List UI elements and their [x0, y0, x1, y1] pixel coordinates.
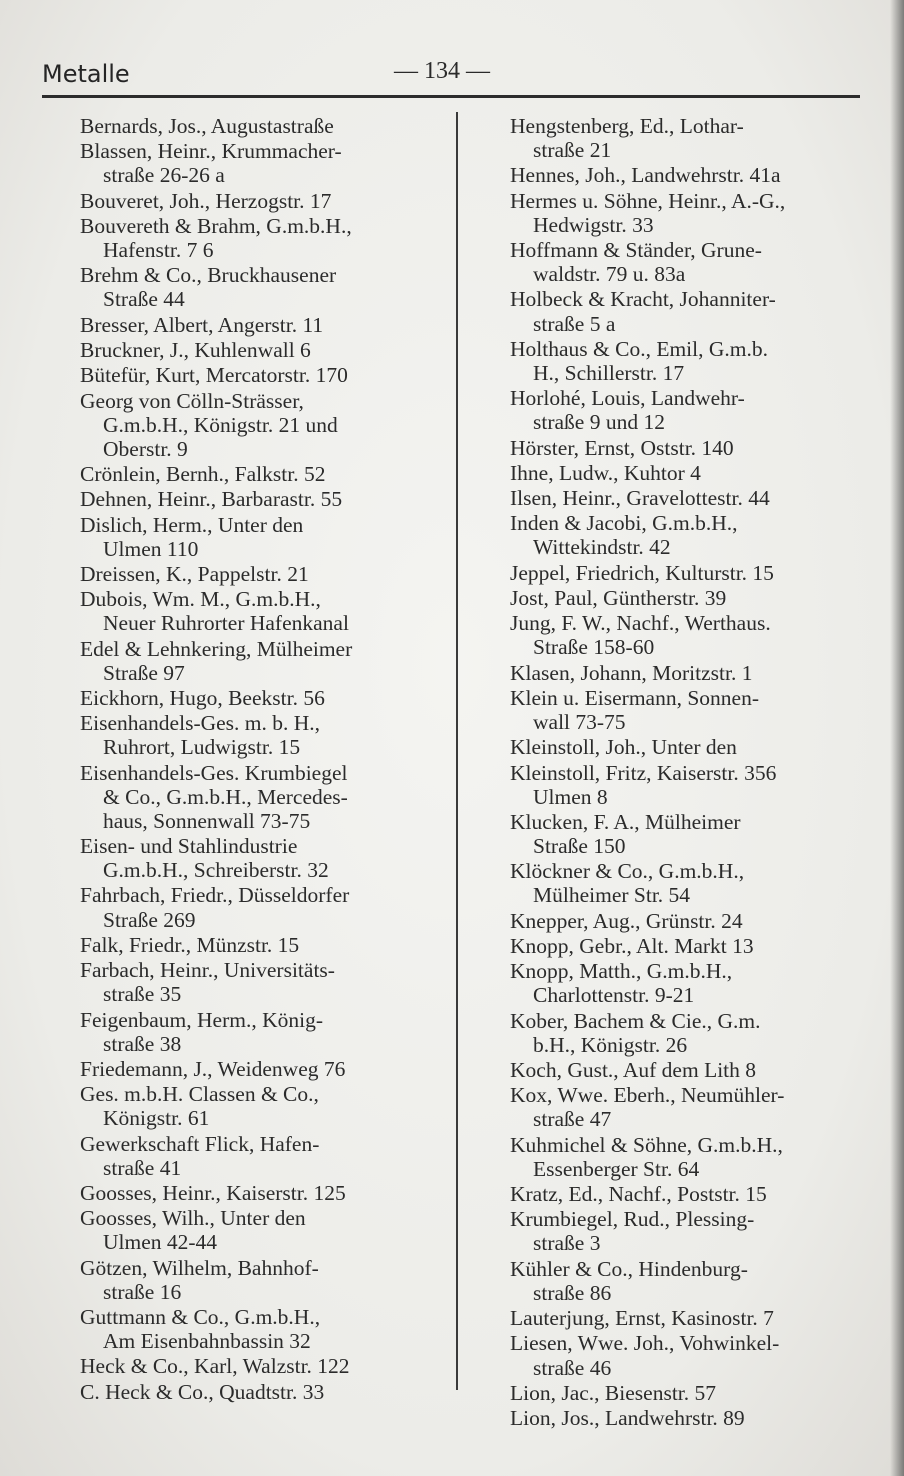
entry-continuation-line: straße 35	[103, 982, 182, 1007]
entry-continuation-line: Hafenstr. 7 6	[103, 238, 214, 263]
entry-line: Knopp, Matth., G.m.b.H.,	[510, 959, 733, 984]
entry-line: Kühler & Co., Hindenburg-	[510, 1256, 748, 1281]
entry-line: Klucken, F. A., Mülheimer	[510, 810, 741, 834]
entry-line: Farbach, Heinr., Universitäts-	[80, 958, 335, 983]
directory-entry	[510, 611, 880, 659]
entry-continuation-line: H., Schillerstr. 17	[533, 360, 685, 385]
directory-entry	[510, 934, 880, 958]
directory-entry	[510, 486, 880, 510]
directory-entry	[80, 313, 455, 337]
entry-line: Liesen, Wwe. Joh., Vohwinkel-	[510, 1331, 780, 1356]
entry-continuation-line: Wittekindstr. 42	[533, 535, 671, 560]
entry-continuation-line: straße 26-26 a	[103, 163, 225, 188]
entry-continuation-line: Straße 150	[533, 834, 626, 859]
directory-entry	[510, 661, 880, 685]
entry-continuation-line: Straße 44	[103, 287, 185, 312]
directory-entry	[80, 363, 455, 387]
entry-line: Bouvereth & Brahm, G.m.b.H.,	[80, 213, 352, 238]
entry-continuation-line: Ulmen 8	[533, 784, 608, 809]
directory-entry	[510, 114, 880, 162]
directory-entry	[80, 214, 455, 262]
entry-line: Lauterjung, Ernst, Kasinostr. 7	[510, 1306, 774, 1331]
left-column	[80, 114, 455, 1405]
entry-continuation-line: straße 16	[103, 1279, 182, 1304]
directory-entry	[80, 637, 455, 685]
entry-line: Dehnen, Heinr., Barbarastr. 55	[80, 487, 343, 512]
directory-entry	[510, 909, 880, 933]
entry-continuation-line: wall 73-75	[533, 710, 626, 735]
entry-line: Hörster, Ernst, Oststr. 140	[510, 435, 734, 460]
entry-line: Bruckner, J., Kuhlenwall 6	[80, 337, 311, 362]
entry-line: Crönlein, Bernh., Falkstr. 52	[80, 462, 326, 486]
entry-line: Bresser, Albert, Angerstr. 11	[80, 312, 324, 337]
entry-line: Bernards, Jos., Augustastraße	[80, 114, 334, 138]
directory-entry	[80, 958, 455, 1006]
entry-line: Blassen, Heinr., Krummacher-	[80, 139, 342, 164]
header-rule	[42, 95, 860, 98]
directory-entry	[80, 1181, 455, 1205]
entry-line: Feigenbaum, Herm., König-	[80, 1007, 324, 1032]
directory-entry	[510, 859, 880, 907]
entry-line: Dislich, Herm., Unter den	[80, 512, 304, 537]
entry-line: Lion, Jos., Landwehrstr. 89	[510, 1406, 745, 1431]
directory-entry	[80, 1354, 455, 1378]
directory-entry	[80, 1057, 455, 1081]
entry-line: Goosses, Heinr., Kaiserstr. 125	[80, 1180, 346, 1205]
entry-line: Inden & Jacobi, G.m.b.H.,	[510, 511, 738, 536]
entry-line: Kleinstoll, Fritz, Kaiserstr. 356	[510, 760, 777, 785]
directory-entry	[510, 686, 880, 734]
directory-entry	[510, 436, 880, 460]
directory-entry	[510, 1182, 880, 1206]
entry-line: Ihne, Ludw., Kuhtor 4	[510, 460, 701, 485]
entry-line: Dreissen, K., Pappelstr. 21	[80, 561, 309, 586]
directory-entry	[510, 337, 880, 385]
directory-entry	[80, 189, 455, 213]
entry-line: Eisenhandels-Ges. m. b. H.,	[80, 711, 321, 736]
entry-continuation-line: G.m.b.H., Königstr. 21 und	[103, 412, 338, 437]
entry-line: Kober, Bachem & Cie., G.m.	[510, 1008, 761, 1033]
entry-line: Fahrbach, Friedr., Düsseldorfer	[80, 883, 350, 908]
entry-continuation-line: G.m.b.H., Schreiberstr. 32	[103, 858, 329, 883]
directory-entry	[510, 1331, 880, 1379]
entry-line: Krumbiegel, Rud., Plessing-	[510, 1207, 755, 1232]
entry-line: Jost, Paul, Güntherstr. 39	[510, 586, 727, 611]
entry-line: Eickhorn, Hugo, Beekstr. 56	[80, 685, 325, 710]
directory-entry	[510, 1133, 880, 1181]
entry-line: Kratz, Ed., Nachf., Poststr. 15	[510, 1182, 767, 1207]
directory-entry	[80, 1082, 455, 1130]
entry-line: Kleinstoll, Joh., Unter den	[510, 735, 737, 760]
entry-line: Guttmann & Co., G.m.b.H.,	[80, 1304, 321, 1329]
entry-line: Brehm & Co., Bruckhausener	[80, 263, 337, 288]
entry-continuation-line: b.H., Königstr. 26	[533, 1032, 688, 1057]
entry-continuation-line: Oberstr. 9	[103, 436, 188, 461]
directory-entry	[80, 513, 455, 561]
entry-line: Falk, Friedr., Münzstr. 15	[80, 932, 300, 957]
directory-entry	[80, 1256, 455, 1304]
directory-entry	[510, 1381, 880, 1405]
entry-line: Eisenhandels-Ges. Krumbiegel	[80, 760, 348, 785]
entry-line: Klasen, Johann, Moritzstr. 1	[510, 660, 753, 685]
entry-line: Klöckner & Co., G.m.b.H.,	[510, 859, 745, 884]
directory-entry	[510, 461, 880, 485]
directory-entry	[80, 1132, 455, 1180]
directory-entry	[510, 386, 880, 434]
entry-line: Holthaus & Co., Emil, G.m.b.	[510, 336, 768, 361]
directory-entry	[80, 1206, 455, 1254]
entry-line: Heck & Co., Karl, Walzstr. 122	[80, 1354, 350, 1379]
entry-line: Ges. m.b.H. Classen & Co.,	[80, 1082, 319, 1107]
directory-entry	[80, 562, 455, 586]
entry-continuation-line: straße 38	[103, 1031, 182, 1056]
directory-entry	[510, 1406, 880, 1430]
entry-line: Goosses, Wilh., Unter den	[80, 1206, 306, 1231]
directory-entry	[80, 1380, 455, 1404]
directory-entry	[80, 462, 455, 486]
directory-entry	[510, 189, 880, 237]
entry-line: Jeppel, Friedrich, Kulturstr. 15	[510, 560, 774, 585]
directory-entry	[510, 1009, 880, 1057]
directory-entry	[80, 487, 455, 511]
entry-line: Knepper, Aug., Grünstr. 24	[510, 908, 743, 933]
directory-entry	[510, 1257, 880, 1305]
entry-line: Ilsen, Heinr., Gravelottestr. 44	[510, 486, 770, 511]
directory-entry	[80, 711, 455, 759]
entry-continuation-line: straße 21	[533, 138, 612, 163]
entry-continuation-line: Am Eisenbahnbassin 32	[103, 1329, 311, 1354]
directory-entry	[80, 834, 455, 882]
entry-line: Friedemann, J., Weidenweg 76	[80, 1056, 346, 1081]
entry-continuation-line: Ulmen 42-44	[103, 1230, 218, 1255]
entry-line: C. Heck & Co., Quadtstr. 33	[80, 1379, 325, 1404]
entry-continuation-line: straße 5 a	[533, 311, 616, 336]
directory-entry	[80, 883, 455, 931]
directory-entry	[510, 163, 880, 187]
entry-continuation-line: Königstr. 61	[103, 1106, 210, 1131]
entry-line: Georg von Cölln-Strässer,	[80, 388, 304, 413]
directory-entry	[80, 114, 455, 138]
directory-entry	[510, 761, 880, 809]
entry-line: Horlohé, Louis, Landwehr-	[510, 386, 745, 411]
directory-entry	[80, 338, 455, 362]
entry-line: Bütefür, Kurt, Mercatorstr. 170	[80, 363, 348, 388]
entry-continuation-line: haus, Sonnenwall 73-75	[103, 808, 311, 833]
entry-line: Eisen- und Stahlindustrie	[80, 834, 298, 859]
directory-entry	[80, 686, 455, 710]
entry-line: Hermes u. Söhne, Heinr., A.-G.,	[510, 188, 786, 213]
entry-continuation-line: straße 41	[103, 1155, 182, 1180]
directory-entry	[510, 735, 880, 759]
entry-continuation-line: Neuer Ruhrorter Hafenkanal	[103, 611, 349, 636]
directory-entry	[80, 389, 455, 461]
entry-continuation-line: waldstr. 79 u. 83a	[533, 262, 686, 287]
directory-entry	[80, 587, 455, 635]
entry-line: Bouveret, Joh., Herzogstr. 17	[80, 188, 332, 213]
entry-line: Holbeck & Kracht, Johanniter-	[510, 287, 776, 312]
entry-line: Kox, Wwe. Eberh., Neumühler-	[510, 1083, 785, 1108]
directory-entry	[510, 959, 880, 1007]
entry-continuation-line: Mülheimer Str. 54	[533, 883, 691, 908]
entry-line: Koch, Gust., Auf dem Lith 8	[510, 1058, 757, 1083]
entry-continuation-line: straße 47	[533, 1107, 612, 1132]
entry-line: Götzen, Wilhelm, Bahnhof-	[80, 1255, 319, 1280]
column-divider	[456, 112, 458, 1390]
entry-line: Knopp, Gebr., Alt. Markt 13	[510, 934, 754, 959]
entry-line: Klein u. Eisermann, Sonnen-	[510, 685, 759, 710]
directory-entry	[80, 761, 455, 833]
directory-entry	[510, 1058, 880, 1082]
page-number: — 134 —	[394, 58, 490, 84]
entry-line: Kuhmichel & Söhne, G.m.b.H.,	[510, 1132, 783, 1157]
entry-continuation-line: Charlottenstr. 9-21	[533, 983, 695, 1008]
section-title: Metalle	[42, 60, 130, 88]
directory-entry	[510, 511, 880, 559]
entry-continuation-line: Straße 158-60	[533, 635, 655, 660]
directory-entry	[510, 561, 880, 585]
page-shadow-edge	[890, 0, 904, 1476]
entry-continuation-line: straße 3	[533, 1231, 601, 1256]
directory-entry	[510, 238, 880, 286]
page-header	[42, 56, 860, 96]
entry-continuation-line: Straße 269	[103, 907, 196, 932]
entry-line: Hoffmann & Ständer, Grune-	[510, 238, 762, 263]
directory-entry	[80, 263, 455, 311]
directory-entry	[510, 1083, 880, 1131]
directory-entry	[80, 139, 455, 187]
entry-continuation-line: straße 46	[533, 1355, 612, 1380]
directory-entry	[80, 1305, 455, 1353]
directory-entry	[80, 933, 455, 957]
entry-line: Hengstenberg, Ed., Lothar-	[510, 114, 744, 138]
entry-continuation-line: straße 9 und 12	[533, 410, 665, 435]
entry-line: Hennes, Joh., Landwehrstr. 41a	[510, 163, 781, 188]
directory-entry	[510, 586, 880, 610]
entry-continuation-line: Straße 97	[103, 660, 185, 685]
entry-line: Lion, Jac., Biesenstr. 57	[510, 1380, 717, 1405]
entry-continuation-line: Hedwigstr. 33	[533, 212, 654, 237]
entry-line: Jung, F. W., Nachf., Werthaus.	[510, 611, 771, 636]
directory-entry	[510, 287, 880, 335]
directory-entry	[510, 1306, 880, 1330]
directory-entry	[510, 1207, 880, 1255]
entry-line: Edel & Lehnkering, Mülheimer	[80, 636, 353, 661]
entry-continuation-line: Ruhrort, Ludwigstr. 15	[103, 735, 301, 760]
entry-continuation-line: straße 86	[533, 1280, 612, 1305]
entry-continuation-line: Essenberger Str. 64	[533, 1156, 700, 1181]
entry-continuation-line: Ulmen 110	[103, 536, 199, 561]
entry-line: Gewerkschaft Flick, Hafen-	[80, 1131, 320, 1156]
entry-line: Dubois, Wm. M., G.m.b.H.,	[80, 587, 321, 612]
directory-entry	[510, 810, 880, 858]
right-column	[510, 114, 880, 1431]
directory-entry	[80, 1008, 455, 1056]
entry-continuation-line: & Co., G.m.b.H., Mercedes-	[103, 784, 348, 809]
